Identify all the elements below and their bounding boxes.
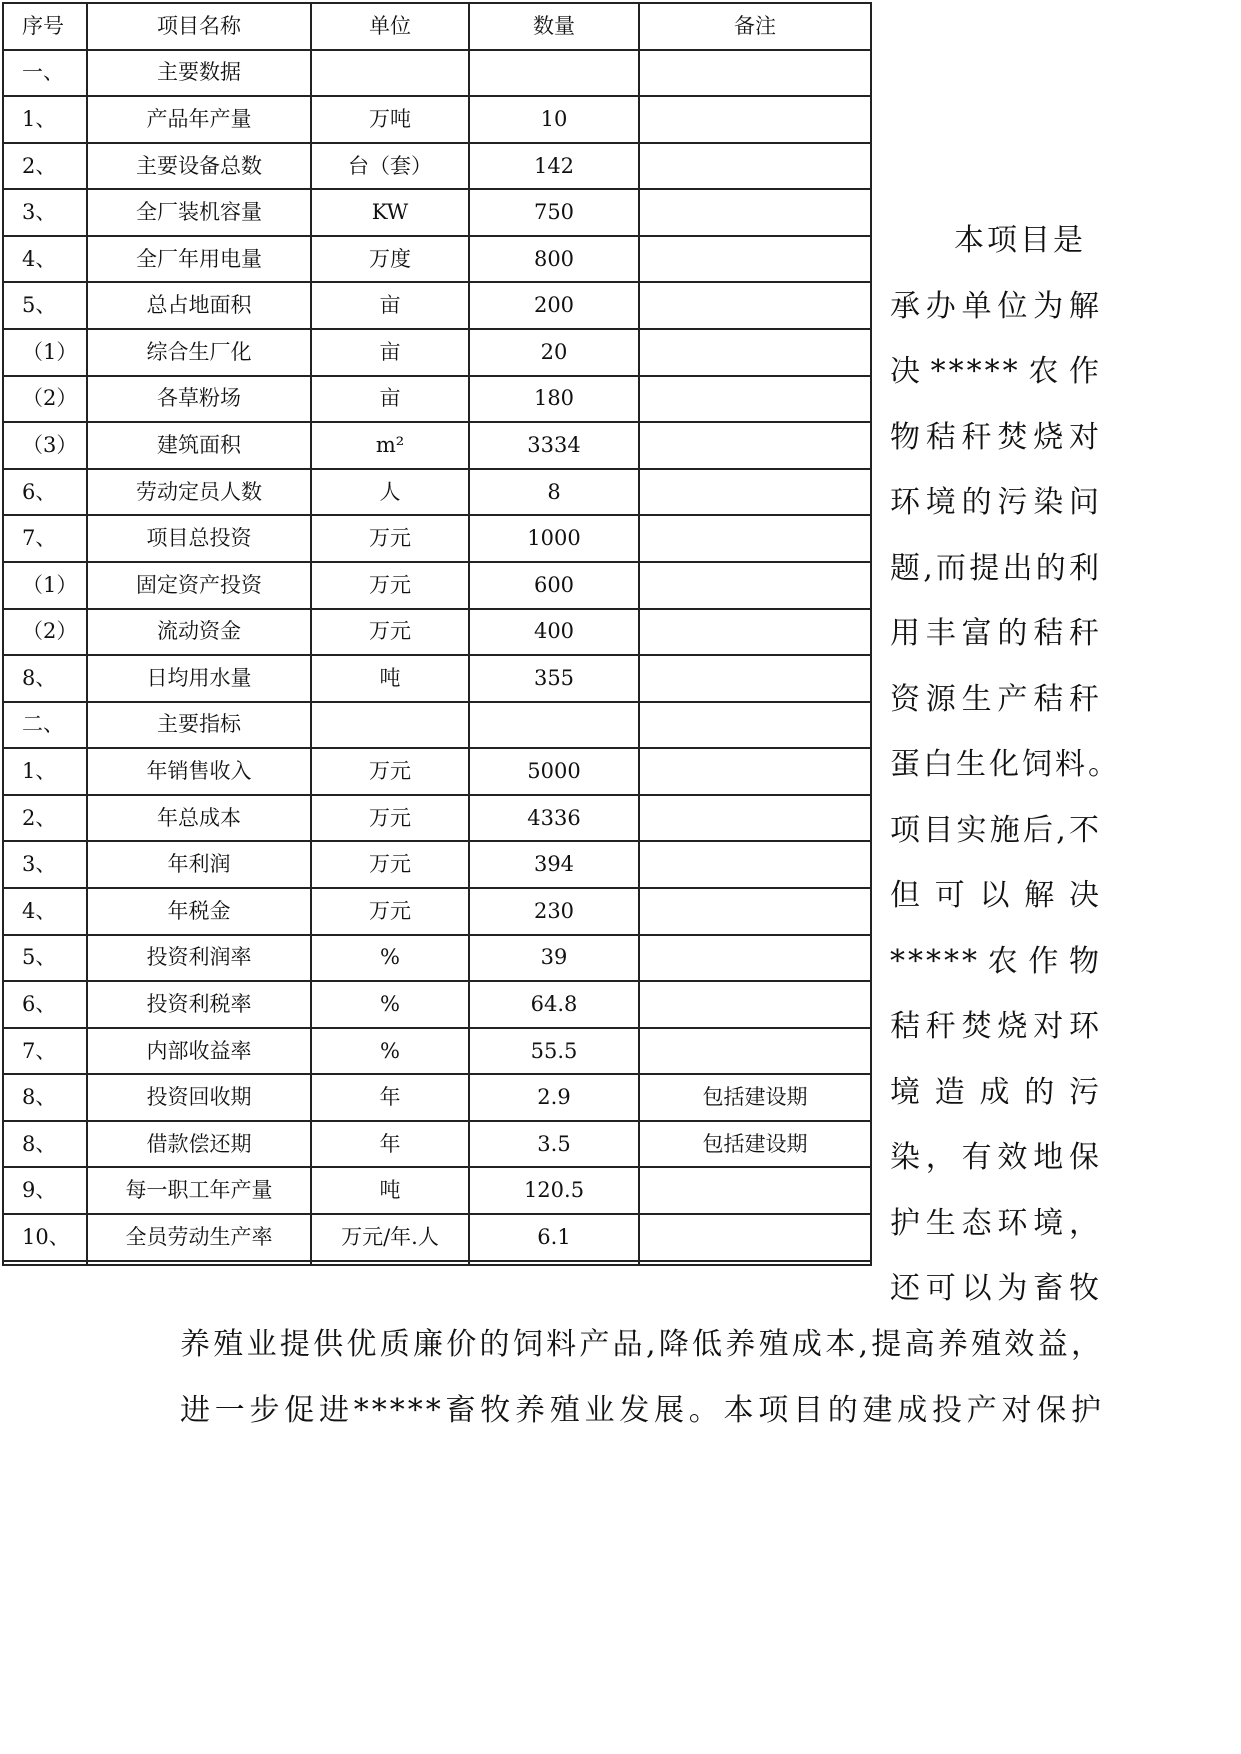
cell-quantity: 10 [469, 96, 639, 143]
cell-quantity: 55.5 [469, 1028, 639, 1075]
table-row [3, 609, 871, 656]
cell-quantity [469, 50, 639, 97]
table-row [3, 515, 871, 562]
cell-unit: % [311, 1028, 469, 1075]
cell-unit: 万元 [311, 609, 469, 656]
table-row [3, 50, 871, 97]
paragraph-line: 物秸秆焚烧对 [890, 419, 1102, 455]
cell-item-name [87, 1261, 311, 1265]
cell-quantity: 400 [469, 609, 639, 656]
cell-quantity: 600 [469, 562, 639, 609]
paragraph-line: 用丰富的秸秆 [890, 616, 1102, 651]
cell-seq: （1） [3, 329, 87, 376]
cell-seq: 2、 [3, 143, 87, 190]
cell-unit: 万元/年.人 [311, 1214, 469, 1261]
cell-seq: 1、 [3, 748, 87, 795]
cell-remark [639, 50, 871, 97]
cell-unit: 亩 [311, 329, 469, 376]
paragraph-line: 但可以解决 [890, 878, 1102, 913]
cell-quantity: 6.1 [469, 1214, 639, 1261]
cell-seq: 6、 [3, 981, 87, 1028]
cell-item-name: 年销售收入 [87, 748, 311, 795]
cell-quantity [469, 1261, 639, 1265]
paragraph-line: 养殖业提供优质廉价的饲料产品,降低养殖成本,提高养殖效益， [180, 1327, 1104, 1362]
cell-quantity: 800 [469, 236, 639, 283]
cell-unit: 万元 [311, 748, 469, 795]
cell-remark [639, 515, 871, 562]
cell-quantity [469, 702, 639, 749]
cell-remark [639, 888, 871, 935]
cell-seq: 3、 [3, 189, 87, 236]
cell-quantity: 750 [469, 189, 639, 236]
cell-unit: 万元 [311, 795, 469, 842]
cell-unit: 万度 [311, 236, 469, 283]
table-row [3, 1074, 871, 1121]
cell-seq: （1） [3, 562, 87, 609]
cell-item-name: 借款偿还期 [87, 1121, 311, 1168]
cell-item-name: 年税金 [87, 888, 311, 935]
paragraph-line: 还可以为畜牧 [890, 1271, 1102, 1306]
header-item-name: 项目名称 [87, 3, 311, 50]
cell-unit [311, 50, 469, 97]
cell-seq: （2） [3, 609, 87, 656]
cell-seq: 8、 [3, 1074, 87, 1121]
cell-item-name: 劳动定员人数 [87, 469, 311, 516]
table-row [3, 1214, 871, 1261]
paragraph-line: *****农作物 [890, 943, 1102, 979]
cell-remark: 包括建设期 [639, 1121, 871, 1168]
cell-seq: 4、 [3, 888, 87, 935]
cell-seq: 5、 [3, 282, 87, 329]
cell-remark [639, 702, 871, 749]
table-row [3, 1028, 871, 1075]
cell-remark [639, 469, 871, 516]
table-row [3, 655, 871, 702]
cell-quantity: 200 [469, 282, 639, 329]
cell-remark [639, 236, 871, 283]
cell-item-name: 投资利润率 [87, 935, 311, 982]
cell-item-name: 年总成本 [87, 795, 311, 842]
cell-unit: 万元 [311, 841, 469, 888]
cell-item-name: 日均用水量 [87, 655, 311, 702]
cell-item-name: 各草粉场 [87, 376, 311, 423]
paragraph-line: 进一步促进*****畜牧养殖业发展。本项目的建成投产对保护 [180, 1392, 1104, 1428]
cell-unit: 亩 [311, 376, 469, 423]
cell-quantity: 355 [469, 655, 639, 702]
cell-item-name: 全员劳动生产率 [87, 1214, 311, 1261]
cell-item-name: 投资回收期 [87, 1074, 311, 1121]
cell-seq: 二、 [3, 702, 87, 749]
cell-remark [639, 143, 871, 190]
cell-item-name: 固定资产投资 [87, 562, 311, 609]
cell-unit: 吨 [311, 655, 469, 702]
cell-quantity: 5000 [469, 748, 639, 795]
paragraph-line: 护生态环境， [890, 1205, 1102, 1241]
table-row [3, 935, 871, 982]
cell-seq: （3） [3, 422, 87, 469]
cell-remark [639, 1028, 871, 1075]
cell-quantity: 3.5 [469, 1121, 639, 1168]
paragraph-line: 本项目是 [954, 223, 1086, 258]
cell-unit: 万元 [311, 888, 469, 935]
cell-unit: KW [311, 189, 469, 236]
cell-quantity: 4336 [469, 795, 639, 842]
paragraph-line: 境造成的污 [890, 1074, 1102, 1110]
table-header-row [3, 3, 871, 50]
cell-unit: 万元 [311, 562, 469, 609]
cell-seq: 3、 [3, 841, 87, 888]
cell-unit: 人 [311, 469, 469, 516]
cell-item-name: 主要数据 [87, 50, 311, 97]
cell-remark [639, 1167, 871, 1214]
table-row [3, 422, 871, 469]
cell-quantity: 1000 [469, 515, 639, 562]
cell-unit: 万吨 [311, 96, 469, 143]
cell-item-name: 项目总投资 [87, 515, 311, 562]
cell-remark [639, 422, 871, 469]
cell-remark [639, 981, 871, 1028]
table-row [3, 329, 871, 376]
paragraph-line: 环境的污染问 [890, 485, 1102, 520]
cell-remark [639, 841, 871, 888]
cell-remark [639, 562, 871, 609]
paragraph-line: 决*****农作 [890, 354, 1102, 389]
table-row [3, 702, 871, 749]
cell-quantity: 180 [469, 376, 639, 423]
cell-item-name: 投资利税率 [87, 981, 311, 1028]
cell-quantity: 39 [469, 935, 639, 982]
table-row [3, 143, 871, 190]
cell-remark [639, 189, 871, 236]
cell-seq: 7、 [3, 1028, 87, 1075]
cell-item-name: 主要设备总数 [87, 143, 311, 190]
table-row [3, 795, 871, 842]
cell-quantity: 64.8 [469, 981, 639, 1028]
cell-remark [639, 1214, 871, 1261]
cell-item-name: 每一职工年产量 [87, 1167, 311, 1214]
table-row [3, 1121, 871, 1168]
cell-remark: 包括建设期 [639, 1074, 871, 1121]
cell-item-name: 年利润 [87, 841, 311, 888]
cell-seq: 8、 [3, 1121, 87, 1168]
cell-remark [639, 655, 871, 702]
cell-remark [639, 748, 871, 795]
cell-item-name: 内部收益率 [87, 1028, 311, 1075]
paragraph-line: 蛋白生化饲料。 [890, 747, 1121, 782]
cell-seq [3, 1261, 87, 1265]
cell-quantity: 2.9 [469, 1074, 639, 1121]
cell-seq: 8、 [3, 655, 87, 702]
cell-quantity: 8 [469, 469, 639, 516]
paragraph-line: 秸秆焚烧对环 [890, 1009, 1102, 1044]
cell-quantity: 394 [469, 841, 639, 888]
header-quantity: 数量 [469, 3, 639, 50]
cell-quantity: 142 [469, 143, 639, 190]
table-row [3, 1261, 871, 1265]
cell-unit: 年 [311, 1121, 469, 1168]
paragraph-line: 题,而提出的利 [890, 550, 1102, 586]
paragraph-line: 染，有效地保 [890, 1140, 1102, 1175]
table-row [3, 376, 871, 423]
cell-unit: 亩 [311, 282, 469, 329]
cell-remark [639, 1261, 871, 1265]
cell-seq: 5、 [3, 935, 87, 982]
paragraph-line: 承办单位为解 [890, 288, 1102, 324]
cell-remark [639, 282, 871, 329]
cell-item-name: 主要指标 [87, 702, 311, 749]
cell-seq: 4、 [3, 236, 87, 283]
table-row [3, 282, 871, 329]
cell-seq: 9、 [3, 1167, 87, 1214]
table-row [3, 1167, 871, 1214]
header-unit: 单位 [311, 3, 469, 50]
cell-remark [639, 609, 871, 656]
cell-remark [639, 329, 871, 376]
cell-seq: 7、 [3, 515, 87, 562]
cell-seq: 6、 [3, 469, 87, 516]
cell-unit: % [311, 981, 469, 1028]
table-row [3, 562, 871, 609]
cell-quantity: 120.5 [469, 1167, 639, 1214]
project-data-table [2, 2, 872, 1266]
cell-unit [311, 702, 469, 749]
cell-item-name: 全厂年用电量 [87, 236, 311, 283]
table-row [3, 189, 871, 236]
cell-seq: 一、 [3, 50, 87, 97]
cell-quantity: 3334 [469, 422, 639, 469]
header-remark: 备注 [639, 3, 871, 50]
table-row [3, 748, 871, 795]
cell-seq: 2、 [3, 795, 87, 842]
cell-item-name: 建筑面积 [87, 422, 311, 469]
table-row [3, 841, 871, 888]
paragraph-line: 项目实施后,不 [890, 812, 1102, 848]
cell-remark [639, 795, 871, 842]
cell-quantity: 20 [469, 329, 639, 376]
cell-unit: m² [311, 422, 469, 469]
cell-item-name: 流动资金 [87, 609, 311, 656]
header-seq: 序号 [3, 3, 87, 50]
cell-unit: 万元 [311, 515, 469, 562]
table-row [3, 888, 871, 935]
cell-quantity: 230 [469, 888, 639, 935]
cell-item-name: 产品年产量 [87, 96, 311, 143]
table-row [3, 981, 871, 1028]
cell-item-name: 综合生厂化 [87, 329, 311, 376]
cell-unit: 台（套） [311, 143, 469, 190]
table-row [3, 236, 871, 283]
cell-remark [639, 376, 871, 423]
cell-unit [311, 1261, 469, 1265]
cell-item-name: 全厂装机容量 [87, 189, 311, 236]
cell-item-name: 总占地面积 [87, 282, 311, 329]
table-row [3, 96, 871, 143]
cell-seq: 10、 [3, 1214, 87, 1261]
cell-unit: % [311, 935, 469, 982]
cell-unit: 吨 [311, 1167, 469, 1214]
cell-unit: 年 [311, 1074, 469, 1121]
cell-remark [639, 935, 871, 982]
cell-remark [639, 96, 871, 143]
table-row [3, 469, 871, 516]
cell-seq: （2） [3, 376, 87, 423]
paragraph-line: 资源生产秸秆 [890, 681, 1102, 717]
cell-seq: 1、 [3, 96, 87, 143]
